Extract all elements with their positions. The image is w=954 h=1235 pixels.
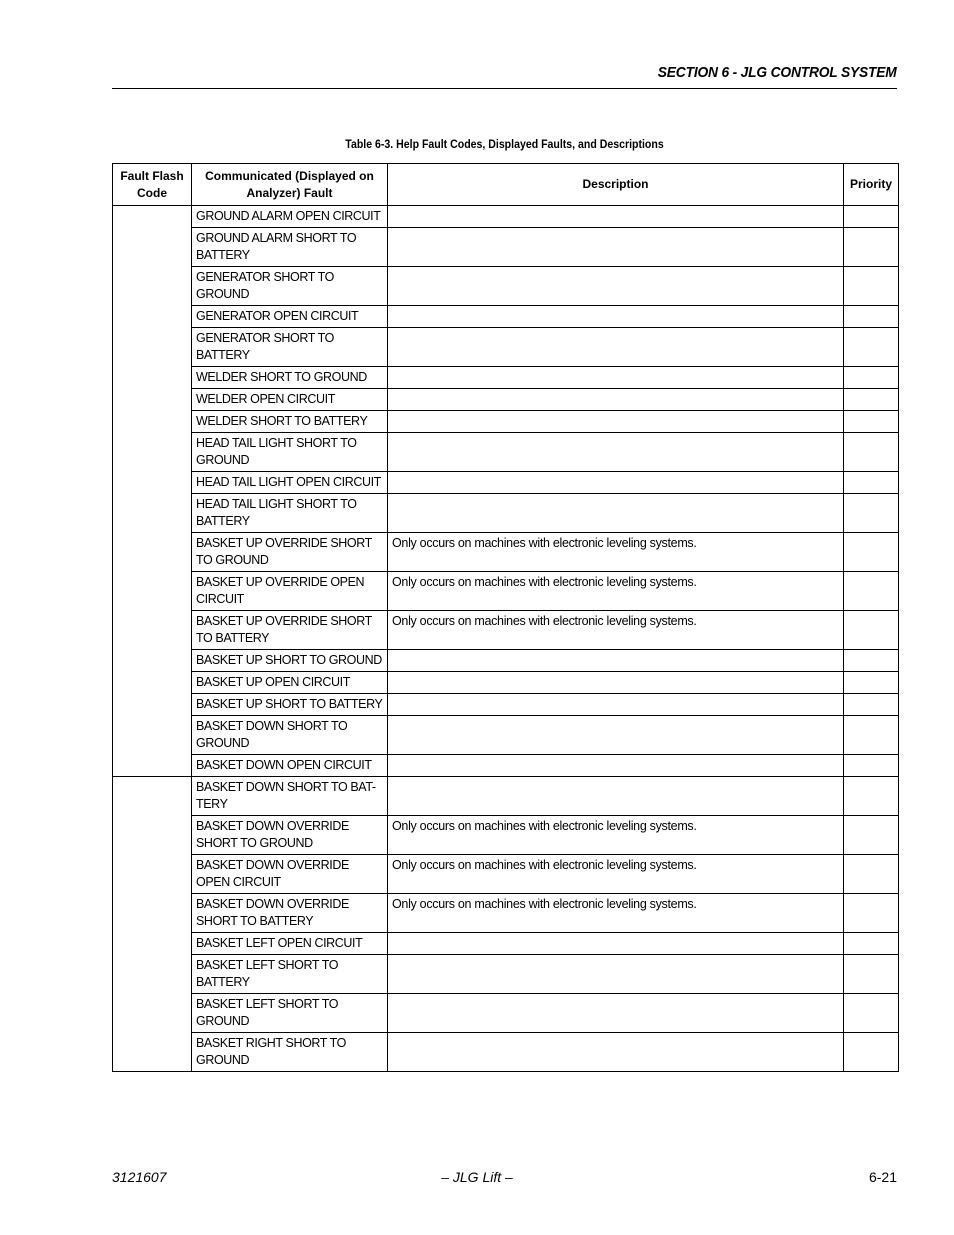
fault-codes-table — [112, 163, 899, 1072]
fault-cell: WELDER SHORT TO BATTERY — [192, 411, 388, 433]
priority-cell — [844, 306, 899, 328]
fault-cell: BASKET DOWN OVERRIDE SHORT TO BATTERY — [192, 894, 388, 933]
description-cell — [388, 994, 844, 1033]
table-row — [113, 472, 899, 494]
table-row — [113, 777, 899, 816]
fault-cell: GROUND ALARM SHORT TO BATTERY — [192, 228, 388, 267]
description-cell: Only occurs on machines with electronic leveling systems. — [388, 894, 844, 933]
fault-cell: HEAD TAIL LIGHT OPEN CIRCUIT — [192, 472, 388, 494]
description-cell — [388, 694, 844, 716]
fault-cell: BASKET RIGHT SHORT TO GROUND — [192, 1033, 388, 1072]
description-cell — [388, 306, 844, 328]
priority-cell — [844, 228, 899, 267]
priority-cell — [844, 389, 899, 411]
description-cell — [388, 494, 844, 533]
table-row — [113, 611, 899, 650]
priority-cell — [844, 694, 899, 716]
table-row — [113, 816, 899, 855]
fault-cell: BASKET UP OPEN CIRCUIT — [192, 672, 388, 694]
priority-cell — [844, 411, 899, 433]
description-cell: Only occurs on machines with electronic leveling systems. — [388, 572, 844, 611]
description-cell — [388, 650, 844, 672]
column-header-priority: Priority — [844, 164, 899, 206]
table-row — [113, 855, 899, 894]
flash-code-cell — [113, 777, 192, 1072]
table-row — [113, 328, 899, 367]
description-cell — [388, 367, 844, 389]
flash-code-cell — [113, 206, 192, 777]
table-row — [113, 367, 899, 389]
priority-cell — [844, 328, 899, 367]
table-header-row — [113, 164, 899, 206]
priority-cell — [844, 777, 899, 816]
table-row — [113, 572, 899, 611]
description-cell: Only occurs on machines with electronic leveling systems. — [388, 533, 844, 572]
table-row — [113, 672, 899, 694]
priority-cell — [844, 855, 899, 894]
table-row — [113, 228, 899, 267]
fault-cell: BASKET DOWN OPEN CIRCUIT — [192, 755, 388, 777]
table-title: Table 6-3. Help Fault Codes, Displayed Faults, and Descriptions — [345, 137, 664, 151]
fault-cell: GENERATOR OPEN CIRCUIT — [192, 306, 388, 328]
table-row — [113, 716, 899, 755]
table-row — [113, 1033, 899, 1072]
fault-cell: BASKET UP OVERRIDE SHORT TO GROUND — [192, 533, 388, 572]
description-cell — [388, 933, 844, 955]
fault-cell: BASKET DOWN SHORT TO GROUND — [192, 716, 388, 755]
description-cell — [388, 1033, 844, 1072]
column-header-fault: Communicated (Displayed on Analyzer) Fault — [192, 164, 388, 206]
fault-cell: BASKET DOWN OVERRIDE OPEN CIRCUIT — [192, 855, 388, 894]
priority-cell — [844, 1033, 899, 1072]
fault-cell: BASKET DOWN OVERRIDE SHORT TO GROUND — [192, 816, 388, 855]
description-cell — [388, 411, 844, 433]
fault-cell: WELDER OPEN CIRCUIT — [192, 389, 388, 411]
fault-cell: GENERATOR SHORT TO BATTERY — [192, 328, 388, 367]
description-cell: Only occurs on machines with electronic leveling systems. — [388, 611, 844, 650]
priority-cell — [844, 494, 899, 533]
priority-cell — [844, 994, 899, 1033]
fault-cell: HEAD TAIL LIGHT SHORT TO GROUND — [192, 433, 388, 472]
priority-cell — [844, 672, 899, 694]
description-cell — [388, 433, 844, 472]
priority-cell — [844, 716, 899, 755]
priority-cell — [844, 611, 899, 650]
table-row — [113, 955, 899, 994]
table-row — [113, 533, 899, 572]
fault-cell: BASKET LEFT SHORT TO GROUND — [192, 994, 388, 1033]
fault-cell: BASKET DOWN SHORT TO BAT-TERY — [192, 777, 388, 816]
table-row — [113, 389, 899, 411]
document-number: 3121607 — [112, 1169, 167, 1185]
priority-cell — [844, 267, 899, 306]
fault-cell: BASKET UP OVERRIDE OPEN CIRCUIT — [192, 572, 388, 611]
priority-cell — [844, 472, 899, 494]
header-rule — [112, 88, 897, 89]
description-cell — [388, 267, 844, 306]
description-cell — [388, 955, 844, 994]
priority-cell — [844, 433, 899, 472]
description-cell — [388, 755, 844, 777]
description-cell — [388, 228, 844, 267]
description-cell — [388, 777, 844, 816]
table-row — [113, 694, 899, 716]
description-cell: Only occurs on machines with electronic leveling systems. — [388, 816, 844, 855]
table-row — [113, 494, 899, 533]
priority-cell — [844, 755, 899, 777]
table-row — [113, 994, 899, 1033]
table-row — [113, 933, 899, 955]
description-cell — [388, 389, 844, 411]
description-cell — [388, 672, 844, 694]
description-cell — [388, 206, 844, 228]
fault-cell: WELDER SHORT TO GROUND — [192, 367, 388, 389]
priority-cell — [844, 367, 899, 389]
footer-brand: – JLG Lift – — [441, 1169, 513, 1185]
table-row — [113, 267, 899, 306]
fault-cell: GROUND ALARM OPEN CIRCUIT — [192, 206, 388, 228]
description-cell: Only occurs on machines with electronic leveling systems. — [388, 855, 844, 894]
priority-cell — [844, 206, 899, 228]
fault-cell: BASKET UP OVERRIDE SHORT TO BATTERY — [192, 611, 388, 650]
priority-cell — [844, 933, 899, 955]
description-cell — [388, 472, 844, 494]
priority-cell — [844, 894, 899, 933]
table-row — [113, 206, 899, 228]
fault-cell: HEAD TAIL LIGHT SHORT TO BATTERY — [192, 494, 388, 533]
description-cell — [388, 328, 844, 367]
table-row — [113, 306, 899, 328]
table-row — [113, 650, 899, 672]
column-header-description: Description — [388, 164, 844, 206]
table-row — [113, 755, 899, 777]
priority-cell — [844, 955, 899, 994]
priority-cell — [844, 816, 899, 855]
description-cell — [388, 716, 844, 755]
fault-cell: BASKET UP SHORT TO BATTERY — [192, 694, 388, 716]
table-row — [113, 894, 899, 933]
priority-cell — [844, 572, 899, 611]
column-header-flash-code: Fault Flash Code — [113, 164, 192, 206]
fault-cell: BASKET UP SHORT TO GROUND — [192, 650, 388, 672]
fault-cell: GENERATOR SHORT TO GROUND — [192, 267, 388, 306]
table-row — [113, 433, 899, 472]
table-row — [113, 411, 899, 433]
priority-cell — [844, 650, 899, 672]
page-number: 6-21 — [868, 1169, 897, 1185]
fault-cell: BASKET LEFT SHORT TO BATTERY — [192, 955, 388, 994]
priority-cell — [844, 533, 899, 572]
section-title: SECTION 6 - JLG CONTROL SYSTEM — [658, 64, 897, 81]
fault-cell: BASKET LEFT OPEN CIRCUIT — [192, 933, 388, 955]
